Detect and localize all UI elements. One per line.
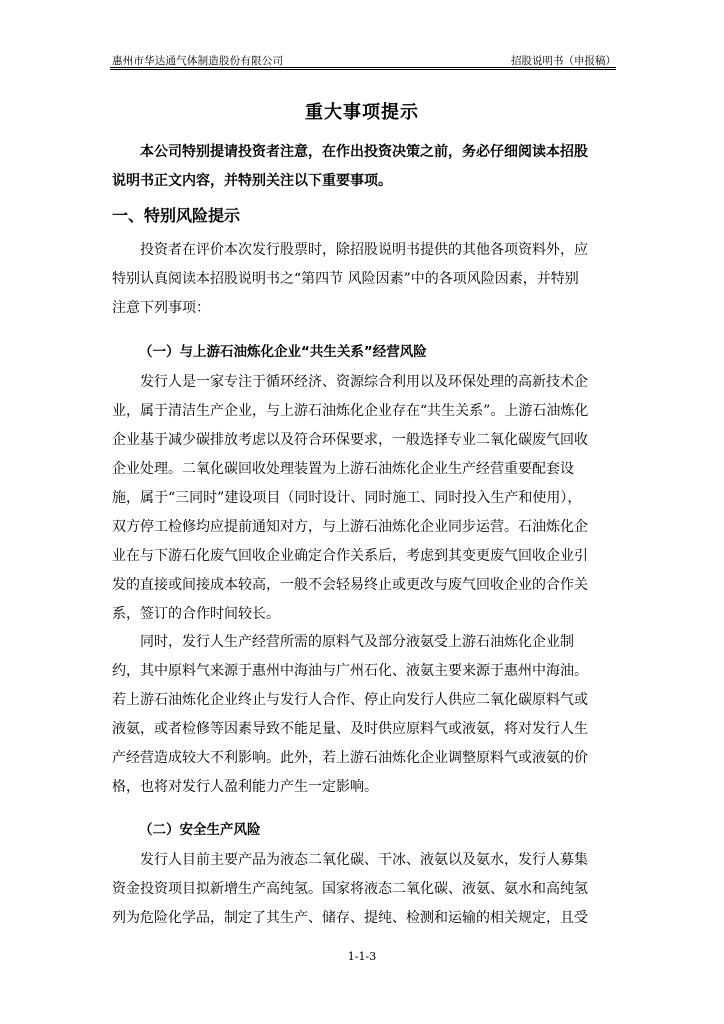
paragraph-line: 施，属于“三同时”建设项目（同时设计、同时施工、同时投入生产和使用）， [112,490,582,506]
subsection-heading-symbiosis-risk: （一）与上游石油炼化企业“共生关系”经营风险 [139,344,427,360]
paragraph-line: 发行人目前主要产品为液态二氧化碳、干冰、液氨以及氨水，发行人募集 [112,852,588,868]
paragraph-line: 投资者在评价本次发行股票时，除招股说明书提供的其他各项资料外，应 [112,242,588,258]
paragraph-line: 系，签订的合作时间较长。 [112,606,280,622]
symbiosis-paragraph-2 [112,628,617,802]
paragraph-line: 业在与下游石化废气回收企业确定合作关系后，考虑到其变更废气回收企业引 [112,548,588,564]
paragraph-line: 产经营造成较大不利影响。此外，若上游石油炼化企业调整原料气或液氨的价 [112,750,588,766]
paragraph-line: 注意下列事项： [112,300,210,316]
paragraph-line: 格，也将对发行人盈利能力产生一定影响。 [112,779,378,795]
paragraph-line: 企业基于减少碳排放考虑以及符合环保要求，一般选择专业二氧化碳废气回收 [112,432,588,448]
header-document-name: 招股说明书（申报稿） [511,55,616,67]
page-title: 重大事项提示 [305,102,419,123]
section-intro-paragraph [112,236,617,323]
paragraph-line: 同时，发行人生产经营所需的原料气及部分液氨受上游石油炼化企业制 [112,634,574,650]
paragraph-line: 发行人是一家专注于循环经济、资源综合利用以及环保处理的高新技术企 [112,374,588,390]
header-divider [110,67,616,70]
paragraph-line: 液氨，或者检修等因素导致不能足量、及时供应原料气或液氨，将对发行人生 [112,721,588,737]
paragraph-line: 约，其中原料气来源于惠州中海油与广州石化、液氨主要来源于惠州中海油。 [112,663,588,679]
symbiosis-paragraph-1 [112,368,617,629]
paragraph-line: 资金投资项目拟新增生产高纯氢。国家将液态二氧化碳、液氨、氨水和高纯氢 [112,881,588,897]
paragraph-line: 企业处理。二氧化碳回收处理装置为上游石油炼化企业生产经营重要配套设 [112,461,574,477]
intro-paragraph [112,138,617,196]
paragraph-line: 若上游石油炼化企业终止与发行人合作、停止向发行人供应二氧化碳原料气或 [112,692,588,708]
paragraph-line: 发的直接或间接成本较高，一般不会轻易终止或更改与废气回收企业的合作关 [112,577,588,593]
subsection-heading-safety-risk: （二）安全生产风险 [139,822,261,838]
paragraph-line: 业，属于清洁生产企业，与上游石油炼化企业存在“共生关系”。上游石油炼化 [112,403,589,419]
section-heading-special-risk: 一、特别风险提示 [112,206,241,225]
intro-line: 本公司特别提请投资者注意，在作出投资决策之前，务必仔细阅读本招股 [112,144,588,160]
header-company-name: 惠州市华达通气体制造股份有限公司 [112,55,284,67]
paragraph-line: 特别认真阅读本招股说明书之“第四节 风险因素”中的各项风险因素，并特别 [112,271,579,287]
page-number: 1-1-3 [347,950,377,963]
intro-line: 说明书正文内容，并特别关注以下重要事项。 [112,173,392,189]
paragraph-line: 列为危险化学品，制定了其生产、储存、提纯、检测和运输的相关规定，且受 [112,910,588,926]
safety-paragraph [112,846,617,933]
paragraph-line: 双方停工检修均应提前通知对方，与上游石油炼化企业同步运营。石油炼化企 [112,519,588,535]
